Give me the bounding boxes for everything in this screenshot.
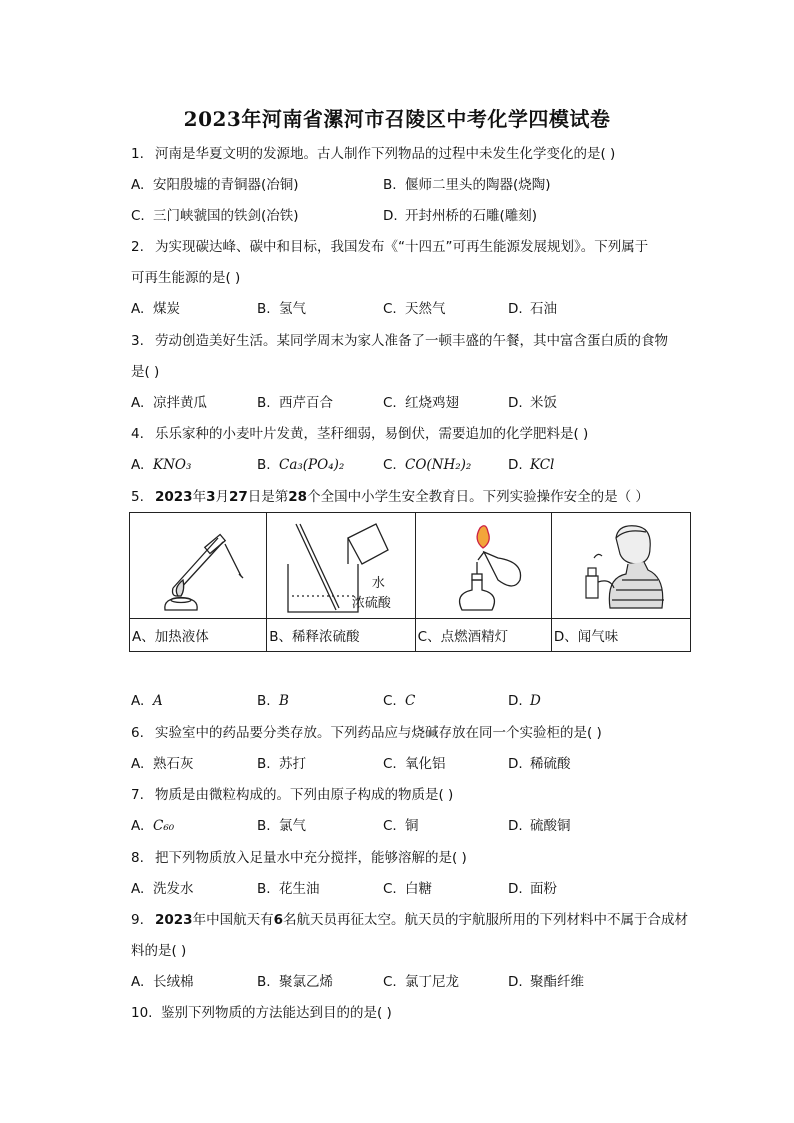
- caption-b: B、稀释浓硫酸: [267, 619, 415, 652]
- option-b[interactable]: [257, 692, 289, 710]
- stem-text: 物质是由微粒构成的。下列由原子构成的物质是( ): [155, 787, 454, 803]
- option-label: D.: [508, 974, 523, 990]
- option-c[interactable]: [383, 880, 432, 898]
- option-label: C.: [383, 756, 397, 772]
- option-b[interactable]: [257, 394, 333, 412]
- formula-kcl: KCl: [530, 457, 555, 473]
- option-text: 米饭: [530, 395, 557, 411]
- option-text: 安阳殷墟的青铜器(冶铜): [153, 177, 299, 193]
- question-number: 6.: [131, 725, 144, 741]
- option-label: B.: [257, 457, 271, 473]
- option-label: D.: [508, 693, 523, 709]
- option-c[interactable]: [383, 973, 459, 991]
- option-text: 氧化铝: [405, 756, 446, 772]
- option-label: D.: [508, 881, 523, 897]
- option-label: D.: [508, 395, 523, 411]
- option-label: A.: [131, 301, 145, 317]
- option-label: D.: [508, 756, 523, 772]
- option-label: B.: [257, 881, 271, 897]
- option-label: A.: [131, 756, 145, 772]
- option-a[interactable]: [131, 176, 299, 194]
- stem-text: 月: [215, 489, 229, 505]
- option-text: 硫酸铜: [530, 818, 571, 834]
- option-c[interactable]: [383, 300, 446, 318]
- option-a[interactable]: [131, 394, 207, 412]
- person-smelling-icon: [566, 518, 676, 613]
- option-label: C.: [383, 395, 397, 411]
- acid-label: 浓硫酸: [351, 595, 391, 611]
- option-text: 红烧鸡翅: [405, 395, 459, 411]
- question-number: 2.: [131, 239, 144, 255]
- question-10-stem: [131, 1004, 392, 1022]
- question-9-stem-line1: [131, 911, 688, 929]
- exam-title: 2023年河南省漯河市召陵区中考化学四模试卷: [183, 107, 611, 131]
- option-b[interactable]: [257, 817, 306, 835]
- option-label: B.: [383, 177, 397, 193]
- option-text: 石油: [530, 301, 557, 317]
- option-d[interactable]: [508, 300, 557, 318]
- option-c[interactable]: [383, 755, 446, 773]
- question-number: 4.: [131, 426, 144, 442]
- option-c[interactable]: [383, 456, 471, 474]
- option-label: C.: [383, 881, 397, 897]
- option-text: 开封州桥的石雕(雕刻): [405, 208, 538, 224]
- question-9-stem-line2: 料的是( ): [131, 943, 187, 959]
- option-d[interactable]: [508, 817, 571, 835]
- option-text: 稀硫酸: [530, 756, 571, 772]
- option-d[interactable]: [508, 456, 554, 474]
- question-7-stem: [131, 786, 453, 804]
- option-label: A.: [131, 177, 145, 193]
- option-c[interactable]: [383, 394, 459, 412]
- question-8-stem: [131, 849, 467, 867]
- option-b[interactable]: [257, 973, 333, 991]
- experiment-table: [129, 512, 691, 652]
- option-label: C.: [383, 818, 397, 834]
- formula-c60: C₆₀: [153, 818, 175, 834]
- option-b[interactable]: [257, 880, 320, 898]
- option-text: 煤炭: [153, 301, 180, 317]
- option-c[interactable]: [383, 692, 415, 710]
- option-b[interactable]: [257, 300, 306, 318]
- option-d[interactable]: [508, 394, 557, 412]
- option-label: A.: [131, 818, 145, 834]
- stem-text: 乐乐家种的小麦叶片发黄，茎秆细弱，易倒伏，需要追加的化学肥料是( ): [155, 426, 589, 442]
- option-label: B.: [257, 395, 271, 411]
- stem-text: 年: [192, 489, 207, 505]
- stem-text: 为实现碳达峰、碳中和目标，我国发布《“十四五”可再生能源发展规划》。下列属于: [155, 239, 649, 255]
- option-c[interactable]: [383, 817, 419, 835]
- option-label: C.: [383, 457, 397, 473]
- option-d[interactable]: [508, 755, 571, 773]
- alcohol-lamp-icon: [428, 518, 538, 613]
- option-d[interactable]: [383, 207, 537, 225]
- question-number: 7.: [131, 787, 144, 803]
- caption-a: A、加热液体: [130, 619, 267, 652]
- question-number: 1.: [131, 146, 144, 162]
- stem-number: 28: [288, 489, 308, 505]
- question-number: 5.: [131, 489, 144, 505]
- option-b[interactable]: [257, 755, 306, 773]
- option-a[interactable]: [131, 880, 194, 898]
- option-label: B.: [257, 818, 271, 834]
- option-label: A.: [131, 693, 145, 709]
- question-5-stem: [131, 488, 649, 506]
- formula-kno3: KNO₃: [153, 457, 192, 473]
- question-3-stem-line1: [131, 332, 668, 350]
- stem-number: 3: [206, 489, 216, 505]
- stem-number: 6: [273, 912, 283, 928]
- option-text: 长绒棉: [153, 974, 194, 990]
- option-label: C.: [383, 693, 397, 709]
- option-c[interactable]: [131, 207, 299, 225]
- option-a[interactable]: [131, 692, 163, 710]
- option-label: C.: [383, 974, 397, 990]
- stem-text: 实验室中的药品要分类存放。下列药品应与烧碱存放在同一个实验柜的是( ): [155, 725, 602, 741]
- stem-text: 个全国中小学生安全教育日。下列实验操作安全的是（ ）: [307, 489, 649, 505]
- option-text: 面粉: [530, 881, 557, 897]
- stem-text: 劳动创造美好生活。某同学周末为家人准备了一顿丰盛的午餐，其中富含蛋白质的食物: [155, 333, 668, 349]
- option-text: 熟石灰: [153, 756, 194, 772]
- option-text: 三门峡虢国的铁剑(冶铁): [153, 208, 299, 224]
- question-number: 3.: [131, 333, 144, 349]
- option-a[interactable]: [131, 456, 191, 474]
- formula-ca3po42: Ca₃(PO₄)₂: [279, 457, 345, 473]
- option-text: 聚酯纤维: [530, 974, 584, 990]
- question-4-stem: [131, 425, 588, 443]
- option-label: D.: [508, 818, 523, 834]
- option-label: B.: [257, 974, 271, 990]
- option-label: A.: [131, 457, 145, 473]
- stem-text: 名航天员再征太空。航天员的宇航服所用的下列材料中不属于合成材: [282, 912, 688, 928]
- option-text: 洗发水: [153, 881, 194, 897]
- stem-text: 年中国航天有: [192, 912, 274, 928]
- question-2-stem-line2: 可再生能源的是( ): [131, 270, 241, 286]
- option-label: A.: [131, 974, 145, 990]
- stem-text: 鉴别下列物质的方法能达到目的的是( ): [161, 1005, 392, 1021]
- question-number: 8.: [131, 850, 144, 866]
- option-a[interactable]: [131, 300, 180, 318]
- figure-heating-liquid: [130, 513, 267, 619]
- option-text: B: [279, 693, 289, 709]
- stem-number: 27: [228, 489, 248, 505]
- option-label: A.: [131, 395, 145, 411]
- stem-text: 河南是华夏文明的发源地。古人制作下列物品的过程中未发生化学变化的是( ): [155, 146, 616, 162]
- option-text: 铜: [405, 818, 419, 834]
- option-text: 凉拌黄瓜: [153, 395, 207, 411]
- caption-d: D、闻气味: [551, 619, 690, 652]
- option-text: 氯丁尼龙: [405, 974, 459, 990]
- option-text: 花生油: [279, 881, 320, 897]
- option-text: 白糖: [405, 881, 432, 897]
- stem-number: 2023: [155, 489, 193, 505]
- option-a[interactable]: [131, 755, 194, 773]
- option-d[interactable]: [508, 880, 557, 898]
- option-label: B.: [257, 301, 271, 317]
- question-1-stem: [131, 145, 615, 163]
- question-number: 9.: [131, 912, 144, 928]
- option-text: 西芹百合: [279, 395, 333, 411]
- option-text: C: [405, 693, 416, 709]
- figure-light-lamp: [415, 513, 551, 619]
- question-3-stem-line2: 是( ): [131, 364, 160, 380]
- figure-dilute-acid: [267, 513, 415, 619]
- option-b[interactable]: [383, 176, 551, 194]
- heating-liquid-icon: [143, 518, 253, 613]
- option-label: B.: [257, 693, 271, 709]
- stem-text: 日是第: [247, 489, 289, 505]
- caption-c: C、点燃酒精灯: [415, 619, 551, 652]
- option-label: C.: [383, 301, 397, 317]
- option-label: D.: [383, 208, 398, 224]
- option-b[interactable]: [257, 456, 344, 474]
- option-label: C.: [131, 208, 145, 224]
- formula-urea: CO(NH₂)₂: [405, 457, 472, 473]
- question-number: 10.: [131, 1005, 153, 1021]
- option-label: D.: [508, 301, 523, 317]
- option-text: 聚氯乙烯: [279, 974, 333, 990]
- water-label: 水: [371, 575, 385, 591]
- option-label: A.: [131, 881, 145, 897]
- option-d[interactable]: [508, 692, 541, 710]
- option-label: B.: [257, 756, 271, 772]
- option-label: D.: [508, 457, 523, 473]
- option-text: 氯气: [279, 818, 306, 834]
- option-text: 苏打: [279, 756, 306, 772]
- option-text: 氢气: [279, 301, 306, 317]
- option-text: 天然气: [405, 301, 446, 317]
- option-d[interactable]: [508, 973, 584, 991]
- question-6-stem: [131, 724, 602, 742]
- option-text: D: [530, 693, 541, 709]
- question-2-stem-line1: [131, 238, 648, 256]
- stem-text: 把下列物质放入足量水中充分搅拌，能够溶解的是( ): [155, 850, 467, 866]
- option-text: 偃师二里头的陶器(烧陶): [405, 177, 551, 193]
- option-a[interactable]: [131, 817, 174, 835]
- stem-number: 2023: [155, 912, 193, 928]
- option-text: A: [153, 693, 163, 709]
- figure-smell-gas: [551, 513, 690, 619]
- option-a[interactable]: [131, 973, 194, 991]
